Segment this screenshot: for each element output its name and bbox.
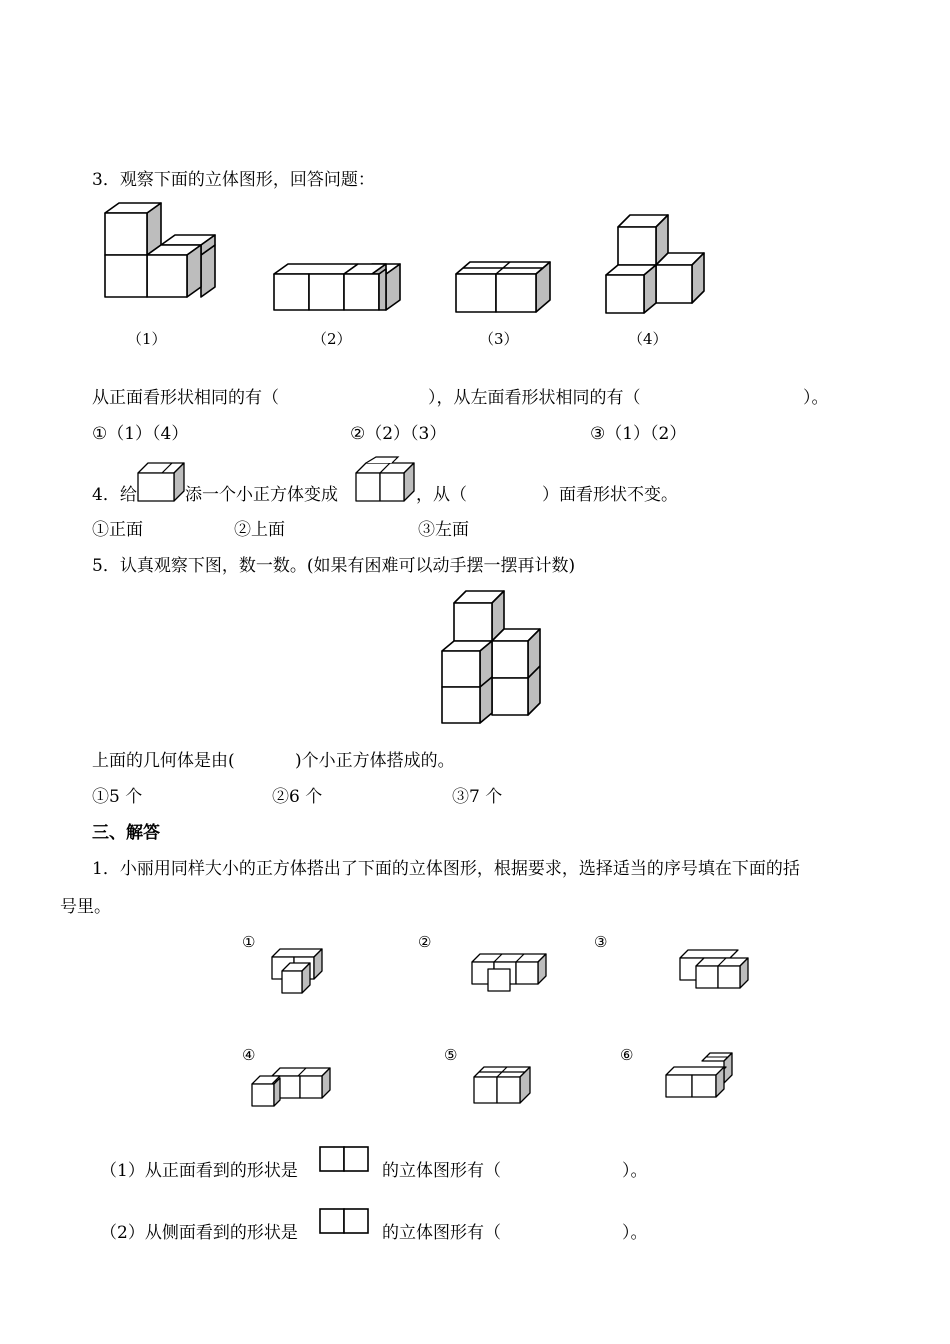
- q3-figure-4: [600, 205, 720, 320]
- q4-result-figure: [354, 455, 418, 503]
- s3-sub1-a: （1）从正面看到的形状是: [100, 1161, 298, 1181]
- s3-sub2-c: ）。: [622, 1223, 648, 1243]
- q5-option-1: ①5 个: [92, 787, 143, 807]
- q5-question-b: )个小正方体搭成的。: [295, 751, 455, 771]
- q3-option-1: ①（1）（4）: [92, 424, 189, 444]
- q3-label-4: （4）: [628, 330, 668, 348]
- q5-question-a: 上面的几何体是由(: [92, 751, 235, 771]
- s3-figure-label-4: ④: [242, 1046, 256, 1064]
- q5-figure: [436, 585, 551, 730]
- s3-sub1-shape: [318, 1145, 374, 1175]
- q4-small-figure: [136, 455, 188, 503]
- s3-figure-3: [678, 948, 754, 993]
- q3-label-3: （3）: [479, 330, 519, 348]
- q4-option-3: ③左面: [418, 520, 469, 540]
- q3-figure-3: [450, 248, 560, 318]
- s3-q1-line2: 号里。: [60, 897, 111, 917]
- q3-question-front: 从正面看形状相同的有（: [92, 388, 279, 408]
- q3-question-mid: ），从左面看形状相同的有（: [428, 388, 641, 408]
- q5-title: 5．认真观察下图，数一数。(如果有困难可以动手摆一摆再计数): [92, 556, 576, 576]
- q3-option-2: ②（2）（3）: [350, 424, 447, 444]
- s3-q1-line1: 1．小丽用同样大小的正方体搭出了下面的立体图形，根据要求，选择适当的序号填在下面的括: [92, 859, 800, 879]
- q3-label-1: （1）: [127, 330, 167, 348]
- q4-option-2: ②上面: [234, 520, 285, 540]
- section-heading: 三、解答: [92, 823, 160, 843]
- q3-title: 3．观察下面的立体图形，回答问题：: [92, 170, 375, 190]
- s3-figure-label-1: ①: [242, 933, 256, 951]
- s3-sub1-b: 的立体图形有（: [382, 1161, 501, 1181]
- q3-figure-1: [95, 205, 225, 320]
- q4-suffix-b: ）面看形状不变。: [542, 485, 678, 505]
- q3-question-end: ）。: [803, 388, 829, 408]
- s3-figure-label-3: ③: [594, 933, 608, 951]
- s3-figure-1: [268, 945, 330, 997]
- q4-prefix: 4．给: [92, 485, 137, 505]
- s3-figure-6: [664, 1051, 736, 1099]
- q4-mid: 添一个小正方体变成: [185, 485, 338, 505]
- s3-sub2-a: （2）从侧面看到的形状是: [100, 1223, 298, 1243]
- q3-label-2: （2）: [312, 330, 352, 348]
- s3-sub1-c: ）。: [622, 1161, 648, 1181]
- s3-sub2-shape: [318, 1207, 374, 1237]
- q4-option-1: ①正面: [92, 520, 143, 540]
- q3-option-3: ③（1）（2）: [590, 424, 687, 444]
- s3-figure-label-5: ⑤: [444, 1046, 458, 1064]
- s3-figure-label-6: ⑥: [620, 1046, 634, 1064]
- s3-figure-2: [470, 950, 552, 995]
- s3-figure-5: [472, 1063, 534, 1105]
- s3-figure-4: [246, 1066, 334, 1108]
- q5-option-2: ②6 个: [272, 787, 323, 807]
- q4-suffix-a: ，从（: [416, 485, 467, 505]
- s3-figure-label-2: ②: [418, 933, 432, 951]
- q5-option-3: ③7 个: [452, 787, 503, 807]
- s3-sub2-b: 的立体图形有（: [382, 1223, 501, 1243]
- q3-figure-2: [268, 248, 408, 318]
